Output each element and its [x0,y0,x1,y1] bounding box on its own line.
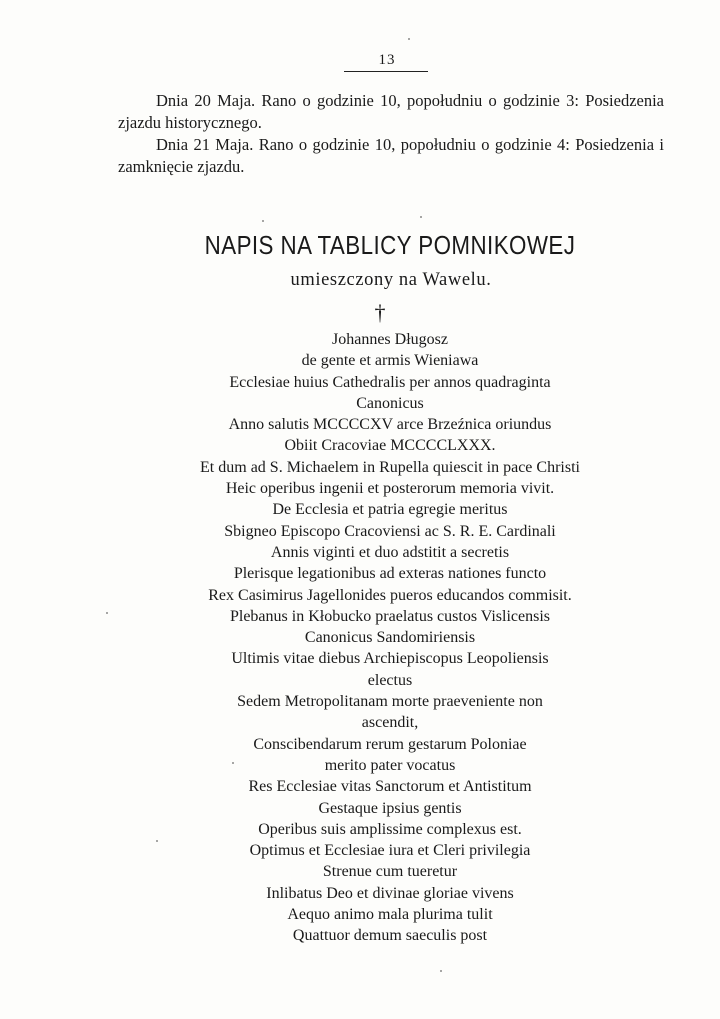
inscription-line: De Ecclesia et patria egregie meritus [272,501,508,519]
page-number-rule [344,71,428,72]
inscription-line: Obiit Cracoviae MCCCCLXXX. [284,437,496,455]
page-number: 13 [378,52,396,68]
inscription-line: Ecclesiae huius Cathedralis per annos quadraginta [229,373,551,391]
inscription-line: electus [367,671,413,689]
inscription-line: Canonicus [356,394,424,412]
inscription-line: Plebanus in Kłobucko praelatus custos Vislicensis [229,607,551,625]
schedule-paragraph: Dnia 20 Maja. Rano o godzinie 10, popołudniu o godzinie 3: Posiedzenia zjazdu historycznego. [118,91,664,132]
inscription-line: Conscibendarum rerum gestarum Poloniae [253,735,527,753]
inscription-text [100,329,680,947]
inscription-line: merito pater vocatus [324,756,456,774]
inscription-line: Optimus et Ecclesiae iura et Cleri privilegia [249,842,531,860]
inscription-line: Plerisque legationibus ad exteras nationes functo [233,565,547,583]
print-speck [440,970,442,972]
print-speck [408,38,410,40]
inscription-line: Aequo animo mala plurima tulit [287,906,493,924]
inscription-line: Sbigneo Episcopo Cracoviensi ac S. R. E. Cardinali [224,522,556,540]
inscription-line: de gente et armis Wieniawa [301,352,479,370]
inscription-line: Operibus suis amplissime complexus est. [258,820,522,838]
inscription-line: Annis viginti et duo adstitit a secretis [270,543,510,561]
print-speck [232,762,234,764]
schedule-paragraph: Dnia 21 Maja. Rano o godzinie 10, popołudniu o godzinie 4: Posiedzenia i zamknięcie zjazdu. [118,135,664,176]
inscription-line: Ultimis vitae diebus Archiepiscopus Leopoliensis [231,650,549,668]
inscription-line: Sedem Metropolitanam morte praeveniente non [237,693,543,711]
inscription-line: Heic operibus ingenii et posterorum memoria vivit. [225,480,555,498]
inscription-line: Anno salutis MCCCCXV arce Brzeźnica oriundus [228,416,552,434]
inscription-line: Inlibatus Deo et divinae gloriae vivens [266,884,514,902]
schedule-section [118,90,664,178]
print-speck [262,220,264,222]
inscription-line: ascendit, [361,714,419,732]
section-subheading: umieszczony na Wawelu. [290,270,492,290]
inscription-line: Et dum ad S. Michaelem in Rupella quiescit in pace Christi [200,458,580,476]
inscription-line: Johannes Długosz [332,331,448,348]
inscription-line: Strenue cum tueretur [322,863,458,881]
print-speck [420,216,422,218]
cross-icon: † [374,300,386,325]
inscription-line: Quattuor demum saeculis post [292,927,488,945]
inscription-line: Canonicus Sandomiriensis [304,629,476,647]
inscription-line: Gestaque ipsius gentis [318,799,462,817]
print-speck [106,612,108,614]
inscription-line: Res Ecclesiae vitas Sanctorum et Antistitum [248,778,532,796]
inscription-line: Rex Casimirus Jagellonides pueros educandos commisit. [208,586,572,604]
section-heading: NAPIS NA TABLICY POMNIKOWEJ [204,230,576,260]
print-speck [156,840,158,842]
